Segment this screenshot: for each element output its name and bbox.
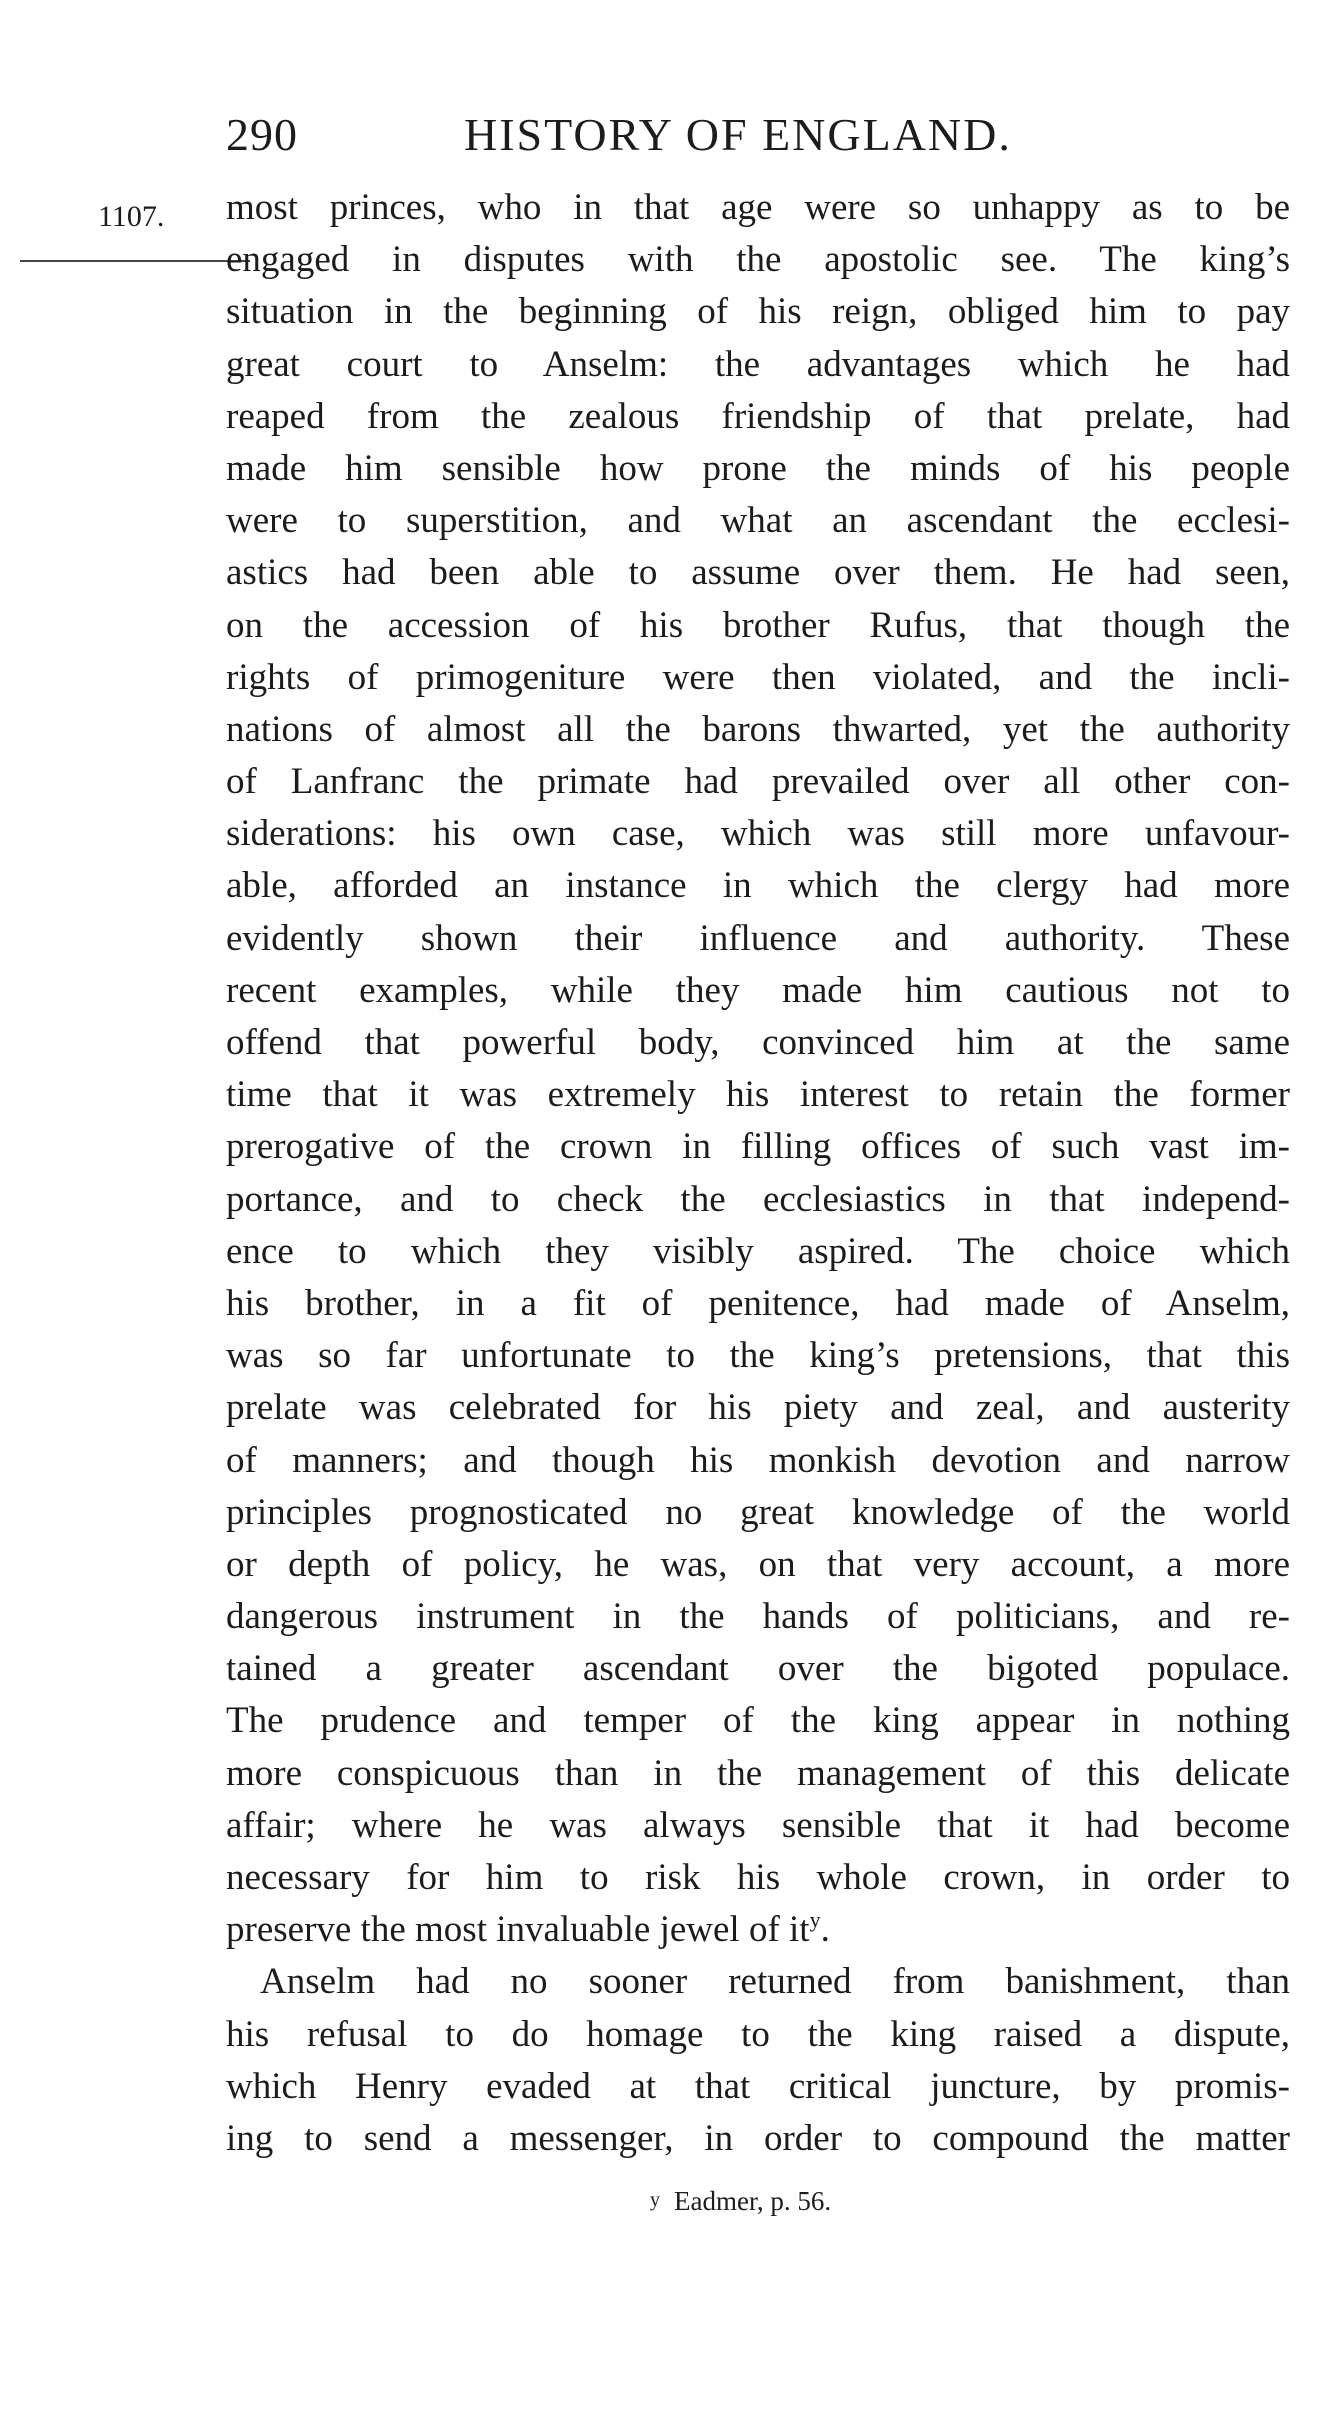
paragraph-1 bbox=[226, 182, 1290, 1956]
text-line: prelate was celebrated for his piety and zeal, and austerity bbox=[226, 1387, 1290, 1429]
text-line: rights of primogeniture were then violated, and the incli- bbox=[226, 656, 1290, 698]
text-line: was so far unfortunate to the king’s pretensions, that this bbox=[226, 1335, 1290, 1377]
text-line: or depth of policy, he was, on that very account, a more bbox=[226, 1543, 1290, 1585]
text-line: Anselm had no sooner returned from banishment, than bbox=[260, 1961, 1290, 2003]
footnote-text: Eadmer, p. 56. bbox=[674, 2186, 832, 2216]
text-line: siderations: his own case, which was still more unfavour- bbox=[226, 813, 1290, 855]
body-text bbox=[226, 182, 1290, 2165]
text-line-last: preserve the most invaluable jewel of it$^y$. bbox=[226, 1907, 830, 1951]
text-line: of Lanfranc the primate had prevailed over all other con- bbox=[226, 761, 1290, 803]
text-line: time that it was extremely his interest to retain the former bbox=[226, 1074, 1290, 1116]
margin-rule bbox=[20, 260, 250, 262]
text-line: situation in the beginning of his reign, obliged him to pay bbox=[226, 291, 1290, 333]
page-number: 290 bbox=[226, 109, 298, 160]
last-line-text: preserve the most invaluable jewel of it bbox=[226, 1909, 810, 1951]
text-line: his refusal to do homage to the king raised a dispute, bbox=[226, 2013, 1290, 2055]
text-line: astics had been able to assume over them. He had seen, bbox=[226, 552, 1290, 594]
text-line: recent examples, while they made him cautious not to bbox=[226, 969, 1290, 1011]
text-line: were to superstition, and what an ascendant the ecclesi- bbox=[226, 500, 1290, 542]
text-line: nations of almost all the barons thwarted, yet the authority bbox=[226, 708, 1290, 750]
text-line: which Henry evaded at that critical juncture, by promis- bbox=[226, 2065, 1290, 2107]
text-line: principles prognosticated no great knowledge of the world bbox=[226, 1491, 1290, 1533]
running-title: HISTORY OF ENGLAND. bbox=[464, 109, 1012, 160]
text-line: dangerous instrument in the hands of politicians, and re- bbox=[226, 1596, 1290, 1638]
text-line: most princes, who in that age were so unhappy as to be bbox=[226, 187, 1290, 228]
text-line: engaged in disputes with the apostolic see. The king’s bbox=[226, 239, 1290, 281]
margin-year: 1107. bbox=[98, 200, 165, 233]
text-line: prerogative of the crown in filling offices of such vast im- bbox=[226, 1126, 1290, 1168]
text-line: offend that powerful body, convinced him at the same bbox=[226, 1022, 1290, 1063]
text-line: made him sensible how prone the minds of his people bbox=[226, 447, 1290, 489]
footnote-reference[interactable]: y bbox=[809, 1907, 821, 1933]
text-line: portance, and to check the ecclesiastics in that independ- bbox=[226, 1178, 1290, 1220]
text-line: of manners; and though his monkish devotion and narrow bbox=[226, 1439, 1290, 1481]
text-line: ence to which they visibly aspired. The choice which bbox=[226, 1230, 1290, 1272]
footnote-mark: y bbox=[650, 2189, 660, 2211]
text-line: The prudence and temper of the king appear in nothing bbox=[226, 1700, 1290, 1742]
page-header bbox=[226, 108, 1056, 168]
footnote bbox=[650, 2186, 831, 2217]
text-line: evidently shown their influence and authority. These bbox=[226, 917, 1290, 959]
text-line: able, afforded an instance in which the clergy had more bbox=[226, 865, 1290, 907]
text-line: ing to send a messenger, in order to compound the matter bbox=[226, 2117, 1290, 2159]
text-line: great court to Anselm: the advantages which he had bbox=[226, 343, 1290, 385]
text-line: on the accession of his brother Rufus, that though the bbox=[226, 604, 1290, 646]
text-line: necessary for him to risk his whole crown, in order to bbox=[226, 1857, 1290, 1898]
paragraph-2 bbox=[226, 1956, 1290, 2165]
text-line: more conspicuous than in the management of this delicate bbox=[226, 1752, 1290, 1794]
text-line: reaped from the zealous friendship of that prelate, had bbox=[226, 395, 1290, 437]
text-line: tained a greater ascendant over the bigoted populace. bbox=[226, 1648, 1290, 1690]
text-line: his brother, in a fit of penitence, had made of Anselm, bbox=[226, 1282, 1290, 1324]
text-line: affair; where he was always sensible that it had become bbox=[226, 1804, 1290, 1846]
